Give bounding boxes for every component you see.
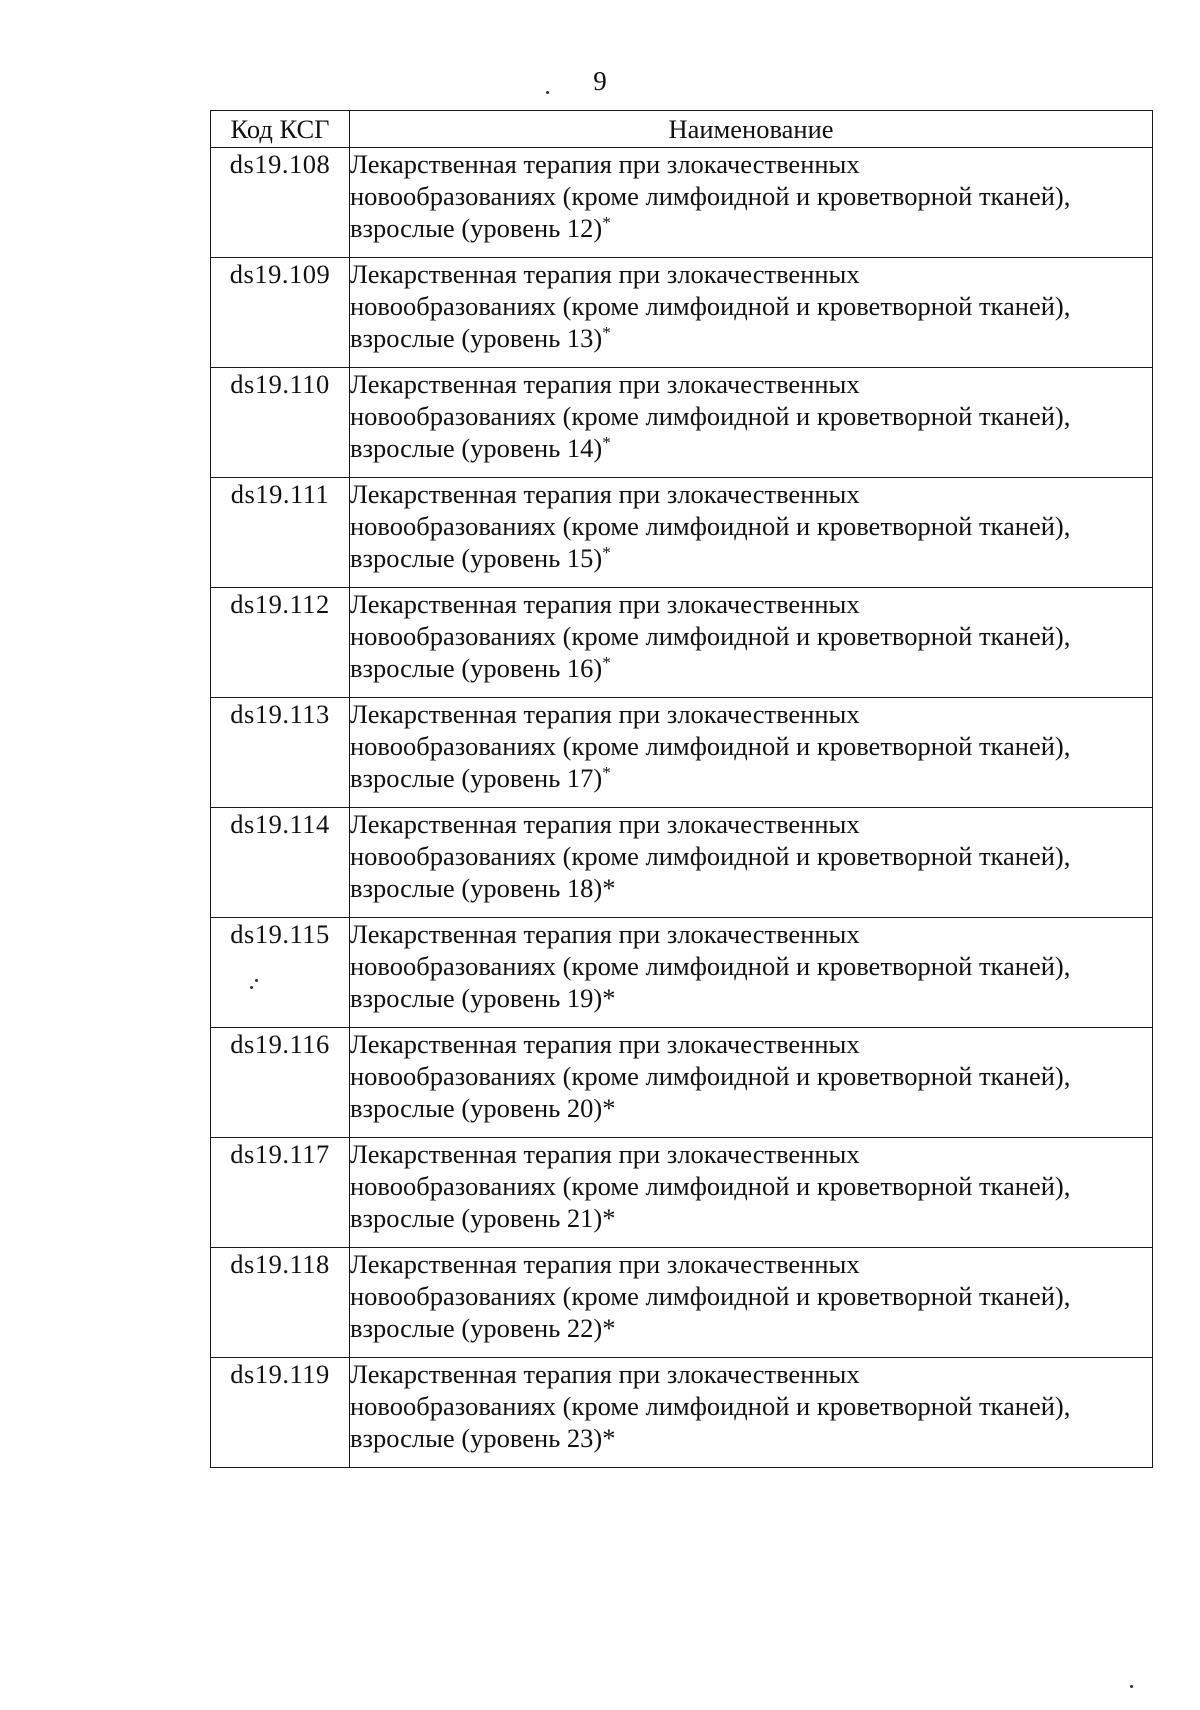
footnote-mark: * — [602, 983, 616, 1013]
row-name-line: новообразованиях (кроме лимфоидной и кроветворной тканей), — [350, 1061, 1071, 1091]
row-name — [350, 588, 1153, 698]
row-level: взрослые (уровень 14) — [350, 433, 603, 463]
header-name: Наименование — [350, 111, 1153, 148]
row-name — [350, 478, 1153, 588]
table-row — [211, 1028, 1153, 1138]
row-level: взрослые (уровень 12) — [350, 213, 603, 243]
footnote-mark: * — [602, 873, 616, 903]
row-code: ds19.118 — [211, 1248, 350, 1358]
row-code: ds19.119 — [211, 1358, 350, 1468]
row-name — [350, 148, 1153, 258]
footnote-mark: * — [602, 543, 611, 562]
row-name-line: новообразованиях (кроме лимфоидной и кроветворной тканей), — [350, 181, 1071, 211]
row-code: ds19.115 — [211, 918, 350, 1028]
row-name-line — [350, 1422, 1152, 1454]
row-name-line: новообразованиях (кроме лимфоидной и кроветворной тканей), — [350, 1171, 1071, 1201]
page-number: 9 — [593, 66, 607, 96]
row-name-line: новообразованиях (кроме лимфоидной и кроветворной тканей), — [350, 1281, 1071, 1311]
row-name-line — [350, 212, 1152, 244]
row-level: взрослые (уровень 18) — [350, 873, 603, 903]
row-code: ds19.108 — [211, 148, 350, 258]
row-name-line: новообразованиях (кроме лимфоидной и кроветворной тканей), — [350, 291, 1071, 321]
row-code: ds19.116 — [211, 1028, 350, 1138]
row-name-line: Лекарственная терапия при злокачественных — [350, 699, 860, 729]
row-name-line: новообразованиях (кроме лимфоидной и кроветворной тканей), — [350, 731, 1071, 761]
row-code: ds19.114 — [211, 808, 350, 918]
row-name — [350, 1358, 1153, 1468]
row-level: взрослые (уровень 22) — [350, 1313, 603, 1343]
row-name-line: новообразованиях (кроме лимфоидной и кроветворной тканей), — [350, 621, 1071, 651]
footnote-mark: * — [602, 213, 611, 232]
table-row — [211, 1358, 1153, 1468]
footnote-mark: * — [602, 433, 611, 452]
table-row — [211, 1248, 1153, 1358]
row-name — [350, 918, 1153, 1028]
footnote-mark: * — [602, 323, 611, 342]
row-level: взрослые (уровень 21) — [350, 1203, 603, 1233]
row-name-line: Лекарственная терапия при злокачественных — [350, 149, 860, 179]
row-name-line: новообразованиях (кроме лимфоидной и кроветворной тканей), — [350, 951, 1071, 981]
table-row — [211, 368, 1153, 478]
row-name-line — [350, 1092, 1152, 1124]
row-name-line: Лекарственная терапия при злокачественных — [350, 919, 860, 949]
row-name-line — [350, 982, 1152, 1014]
row-name-line — [350, 1312, 1152, 1344]
row-level: взрослые (уровень 19) — [350, 983, 603, 1013]
row-name-line — [350, 322, 1152, 354]
row-level: взрослые (уровень 16) — [350, 653, 603, 683]
row-level: взрослые (уровень 17) — [350, 763, 603, 793]
row-code: ds19.110 — [211, 368, 350, 478]
footnote-mark: * — [602, 1093, 616, 1123]
row-level: взрослые (уровень 13) — [350, 323, 603, 353]
row-name-line: новообразованиях (кроме лимфоидной и кроветворной тканей), — [350, 511, 1071, 541]
row-name — [350, 1248, 1153, 1358]
table-row — [211, 698, 1153, 808]
row-name-line: Лекарственная терапия при злокачественных — [350, 1139, 860, 1169]
row-name-line — [350, 652, 1152, 684]
footnote-mark: * — [602, 653, 611, 672]
scan-speck — [546, 91, 549, 94]
table-row — [211, 148, 1153, 258]
row-level: взрослые (уровень 20) — [350, 1093, 603, 1123]
row-code: ds19.109 — [211, 258, 350, 368]
row-name-line: новообразованиях (кроме лимфоидной и кроветворной тканей), — [350, 401, 1071, 431]
row-name — [350, 808, 1153, 918]
row-name — [350, 368, 1153, 478]
row-name-line — [350, 872, 1152, 904]
ksg-table — [210, 110, 1153, 1468]
row-code: ds19.112 — [211, 588, 350, 698]
row-name-line: Лекарственная терапия при злокачественных — [350, 809, 860, 839]
row-name-line — [350, 432, 1152, 464]
row-name-line: Лекарственная терапия при злокачественных — [350, 369, 860, 399]
row-code: ds19.113 — [211, 698, 350, 808]
table-row — [211, 588, 1153, 698]
footnote-mark: * — [602, 1313, 616, 1343]
row-name-line: Лекарственная терапия при злокачественных — [350, 589, 860, 619]
row-name — [350, 1028, 1153, 1138]
row-name-line: Лекарственная терапия при злокачественных — [350, 1029, 860, 1059]
row-level: взрослые (уровень 23) — [350, 1423, 603, 1453]
table-header-row — [211, 111, 1153, 148]
row-name-line: новообразованиях (кроме лимфоидной и кроветворной тканей), — [350, 841, 1071, 871]
row-name-line: новообразованиях (кроме лимфоидной и кроветворной тканей), — [350, 1391, 1071, 1421]
row-name-line: Лекарственная терапия при злокачественных — [350, 479, 860, 509]
row-code: ds19.117 — [211, 1138, 350, 1248]
row-name-line: Лекарственная терапия при злокачественных — [350, 259, 860, 289]
row-name — [350, 1138, 1153, 1248]
row-name-line: Лекарственная терапия при злокачественных — [350, 1249, 860, 1279]
footnote-mark: * — [602, 763, 611, 782]
table-row — [211, 918, 1153, 1028]
footnote-mark: * — [602, 1423, 616, 1453]
row-name — [350, 258, 1153, 368]
row-name-line — [350, 762, 1152, 794]
header-code: Код КСГ — [211, 111, 350, 148]
row-name — [350, 698, 1153, 808]
row-level: взрослые (уровень 15) — [350, 543, 603, 573]
table-row — [211, 808, 1153, 918]
table-row — [211, 258, 1153, 368]
scan-speck — [1130, 1685, 1133, 1688]
footnote-mark: * — [602, 1203, 616, 1233]
row-name-line — [350, 542, 1152, 574]
row-name-line — [350, 1202, 1152, 1234]
row-name-line: Лекарственная терапия при злокачественных — [350, 1359, 860, 1389]
table-row — [211, 478, 1153, 588]
table-row — [211, 1138, 1153, 1248]
row-code: ds19.111 — [211, 478, 350, 588]
